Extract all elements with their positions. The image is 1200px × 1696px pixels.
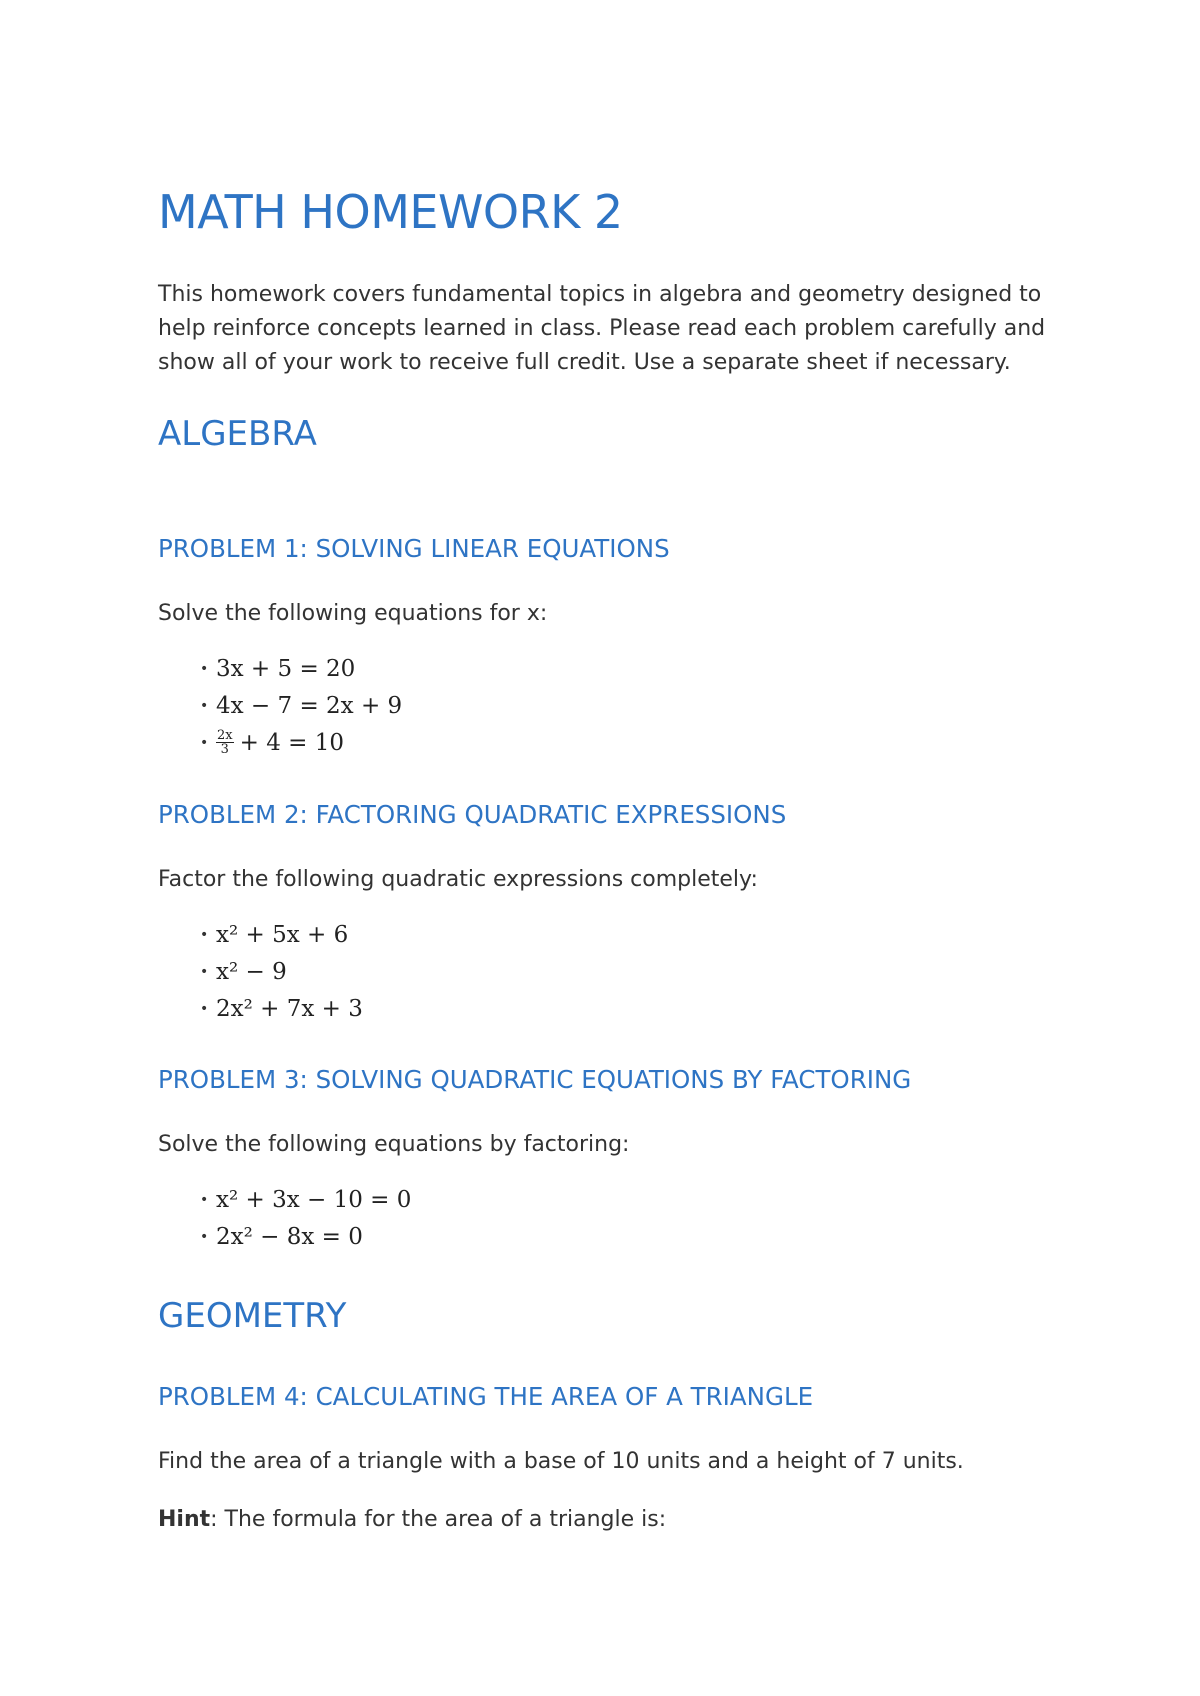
section-heading-algebra: ALGEBRA: [158, 414, 317, 454]
problem-3-equation-list: [200, 1181, 411, 1255]
equation-item: [200, 687, 402, 724]
bullet-icon: •: [200, 734, 209, 751]
equation-item: [200, 650, 402, 687]
bullet-icon: •: [200, 1191, 209, 1208]
hint-label: Hint: [158, 1507, 211, 1532]
document-title: MATH HOMEWORK 2: [158, 185, 623, 239]
fraction-numerator: 2x: [217, 728, 233, 743]
bullet-icon: •: [200, 1228, 209, 1245]
equation-item: [200, 724, 402, 761]
equation: x² + 3x − 10 = 0: [216, 1186, 412, 1213]
fraction-denominator: 3: [220, 742, 229, 757]
bullet-icon: •: [200, 1000, 209, 1017]
problem-2-equation-list: [200, 916, 363, 1027]
bullet-icon: •: [200, 926, 209, 943]
hint-text: : The formula for the area of a triangle is:: [210, 1507, 667, 1532]
intro-paragraph: This homework covers fundamental topics in algebra and geometry designed to help reinforce concepts learned in class. Please read each problem carefully and show all of your work to receive full credit. Use a separate sheet if necessary.: [158, 282, 1046, 375]
equation-item: [200, 953, 363, 990]
equation-item: [200, 1218, 411, 1255]
problem-1-heading: PROBLEM 1: SOLVING LINEAR EQUATIONS: [158, 534, 670, 563]
equation: 2x² − 8x = 0: [216, 1223, 363, 1250]
equation: 2x² + 7x + 3: [216, 995, 363, 1022]
equation-item: [200, 1181, 411, 1218]
problem-4-heading: PROBLEM 4: CALCULATING THE AREA OF A TRIANGLE: [158, 1382, 814, 1411]
problem-4-hint: [158, 1504, 666, 1536]
problem-3-heading: PROBLEM 3: SOLVING QUADRATIC EQUATIONS BY FACTORING: [158, 1065, 912, 1094]
problem-1-equation-list: [200, 650, 402, 761]
problem-2-heading: PROBLEM 2: FACTORING QUADRATIC EXPRESSIONS: [158, 800, 787, 829]
equation: x² + 5x + 6: [216, 921, 349, 948]
equation-item: [200, 990, 363, 1027]
fraction: [216, 729, 234, 756]
bullet-icon: •: [200, 660, 209, 677]
equation: + 4 = 10: [239, 729, 344, 756]
bullet-icon: •: [200, 697, 209, 714]
equation-item: [200, 916, 363, 953]
equation: 4x − 7 = 2x + 9: [216, 692, 403, 719]
problem-2-prompt: Factor the following quadratic expressions completely:: [158, 867, 758, 892]
problem-3-prompt: Solve the following equations by factoring:: [158, 1132, 630, 1157]
equation: x² − 9: [216, 958, 287, 985]
problem-1-prompt: Solve the following equations for x:: [158, 601, 548, 626]
bullet-icon: •: [200, 963, 209, 980]
equation: 3x + 5 = 20: [216, 655, 356, 682]
section-heading-geometry: GEOMETRY: [158, 1296, 347, 1336]
problem-4-prompt: Find the area of a triangle with a base of 10 units and a height of 7 units.: [158, 1449, 964, 1474]
